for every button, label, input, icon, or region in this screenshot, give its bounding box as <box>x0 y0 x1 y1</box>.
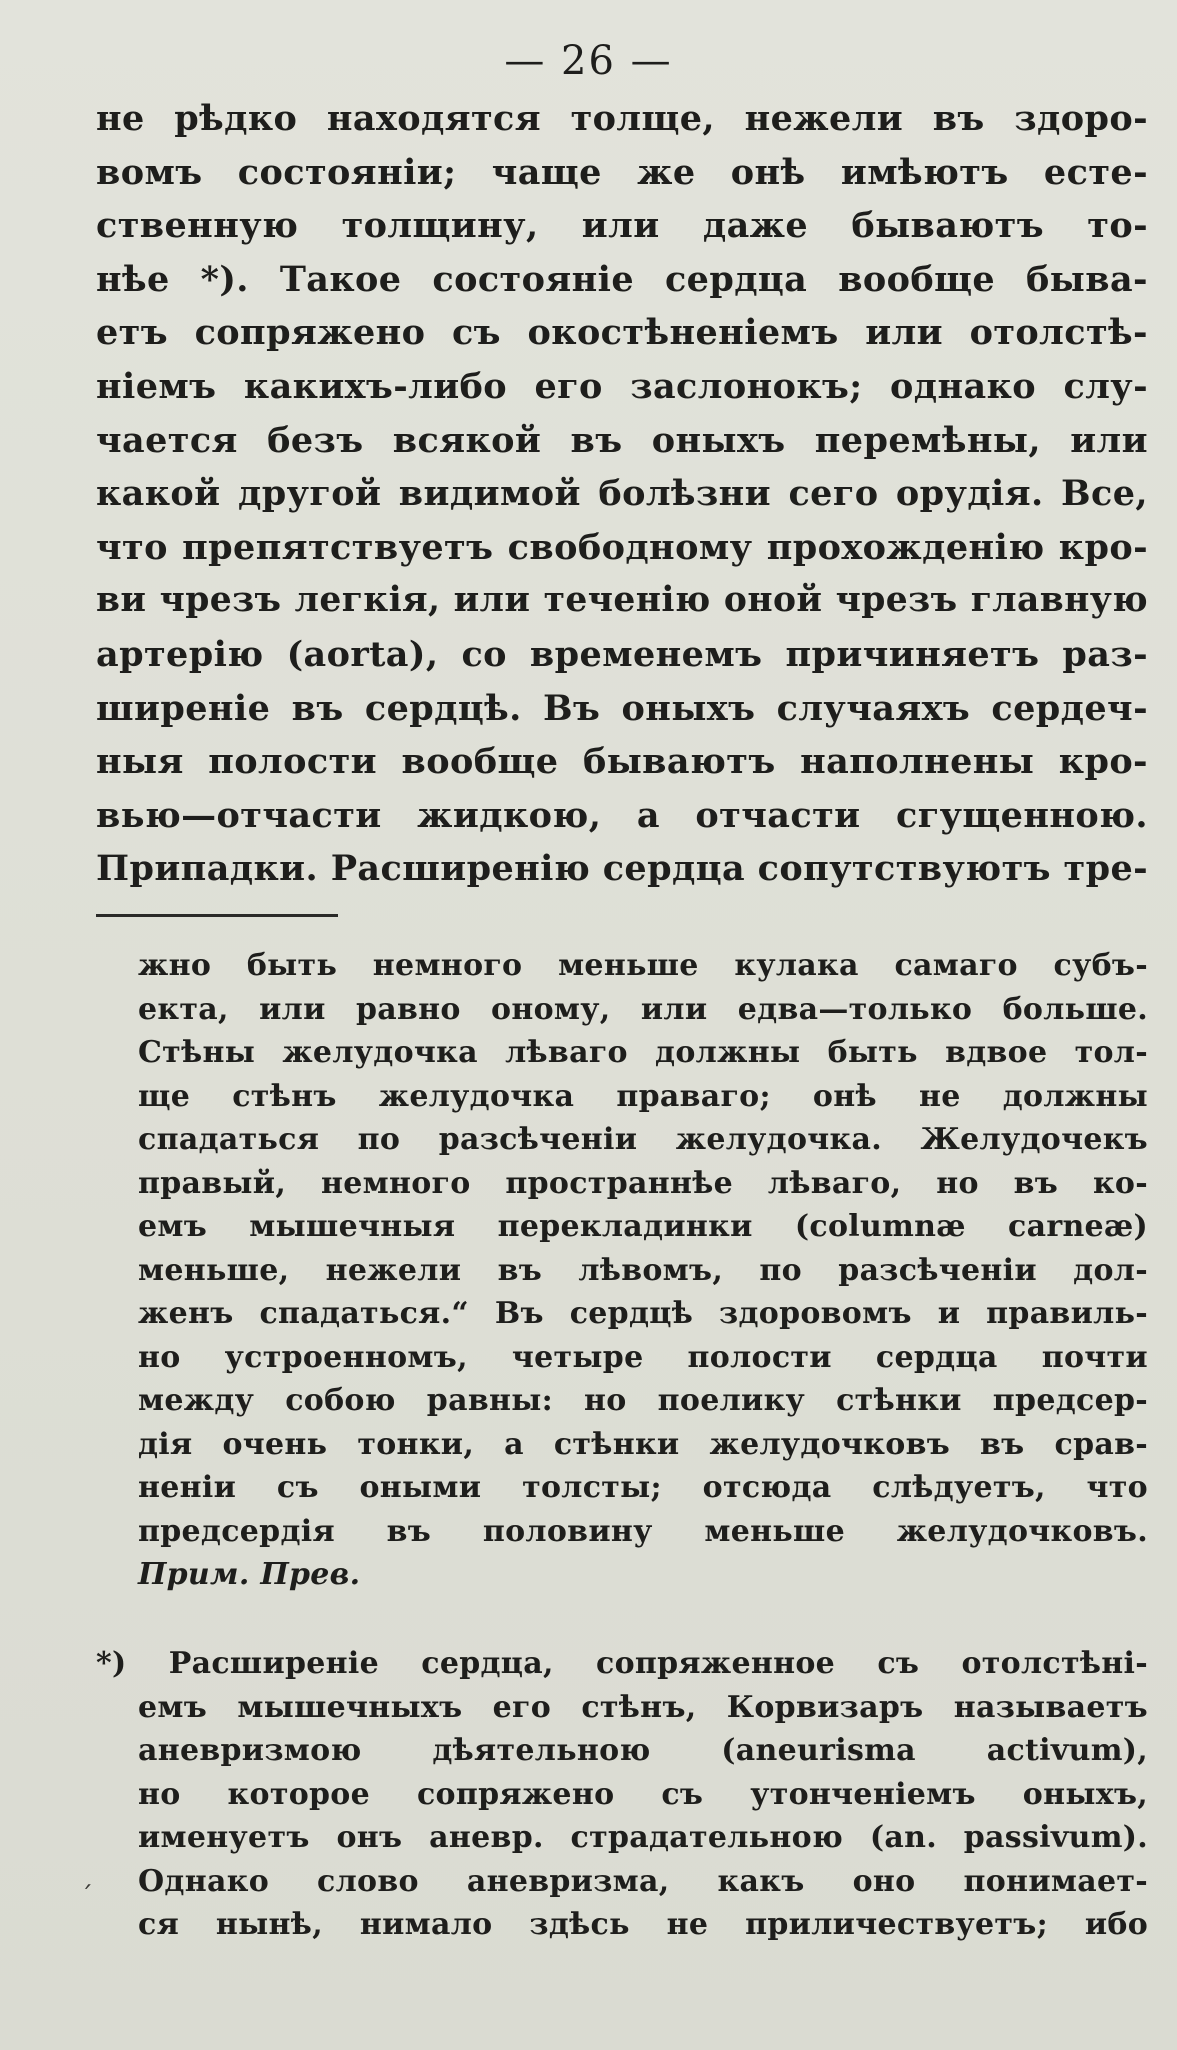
text-line: ныя полости вообще бываютъ наполнены кро- <box>96 741 1148 783</box>
note-line: предсердія въ половину меньше желудочковъ. <box>138 1513 1148 1549</box>
footnote-line: но которое сопряжено съ утонченіемъ оныхъ, <box>138 1776 1148 1812</box>
footnote-line: емъ мышечныхъ его стѣнъ, Корвизаръ называетъ <box>138 1689 1148 1725</box>
text-line: вомъ состояніи; чаще же онѣ имѣютъ есте- <box>96 151 1148 193</box>
text-line: какой другой видимой болѣзни сего орудія. Все, <box>96 473 1148 515</box>
note-line: между собою равны: но поелику стѣнки предсер- <box>138 1383 1148 1418</box>
text-line: артерію (aorta), со временемъ причиняетъ раз- <box>96 633 1148 675</box>
footnote-line: Однако слово аневризма, какъ оно понимает- <box>138 1863 1148 1899</box>
main-text-block <box>96 92 1148 896</box>
text-line: етъ сопряжено съ окостѣненіемъ или отолстѣ- <box>96 312 1148 354</box>
text-line: Припадки. Расширенію сердца сопутствуютъ тре- <box>96 848 1149 890</box>
note-line: емъ мышечныя перекладинки (columnæ carneæ) <box>138 1209 1148 1244</box>
note-line: екта, или равно оному, или едва—только больше. <box>138 991 1148 1027</box>
note-line: Стѣны желудочка лѣваго должны быть вдвое тол- <box>138 1035 1148 1070</box>
footnote-line: ся нынѣ, нимало здѣсь не приличествуетъ; ибо <box>138 1907 1148 1942</box>
text-line: нѣе *). Такое состояніе сердца вообще быва- <box>96 258 1148 300</box>
text-line: ніемъ какихъ-либо его заслонокъ; однако слу- <box>96 365 1148 407</box>
page-number: — 26 — <box>504 38 673 84</box>
text-line: ширеніе въ сердцѣ. Въ оныхъ случаяхъ сердеч- <box>96 687 1148 729</box>
note-line: спадаться по разсѣченіи желудочка. Желудочекъ <box>138 1122 1148 1157</box>
text-line: что препятствуетъ свободному прохожденію кро- <box>96 526 1148 568</box>
text-line: не рѣдко находятся толще, нежели въ здоро- <box>96 98 1148 139</box>
text-line: вью—отчасти жидкою, а отчасти сгущенною. <box>96 794 1148 836</box>
footnote-line: аневризмою дѣятельною (aneurisma activum), <box>138 1733 1148 1768</box>
note-line: женъ спадаться.“ Въ сердцѣ здоровомъ и правиль- <box>138 1296 1148 1331</box>
note-line: ще стѣнъ желудочка праваго; онѣ не должны <box>138 1078 1148 1114</box>
note-line: дія очень тонки, а стѣнки желудочковъ въ срав- <box>138 1426 1148 1462</box>
translator-note-block <box>138 944 1148 1597</box>
note-line: меньше, нежели въ лѣвомъ, по разсѣченіи дол- <box>138 1252 1148 1288</box>
footnote-line: именуетъ онъ аневр. страдательною (an. passivum). <box>138 1820 1148 1855</box>
text-line: ви чрезъ легкія, или теченію оной чрезъ главную <box>96 580 1148 621</box>
footnote-separator-rule <box>96 914 338 917</box>
note-line: правый, немного пространнѣе лѣваго, но въ ко- <box>138 1165 1148 1201</box>
note-line: но устроенномъ, четыре полости сердца почти <box>138 1339 1148 1375</box>
note-attribution: Прим. Прев. <box>138 1557 361 1592</box>
text-line: чается безъ всякой въ оныхъ перемѣны, или <box>96 419 1148 461</box>
footnote-line: *) Расширеніе сердца, сопряженное съ отолстѣні- <box>96 1646 1148 1681</box>
note-line: неніи съ оными толсты; отсюда слѣдуетъ, что <box>138 1470 1148 1505</box>
ink-speck-mark: ˊ <box>80 1882 93 1912</box>
text-line: ственную толщину, или даже бываютъ то- <box>96 205 1148 247</box>
footnote-block <box>96 1642 1148 1947</box>
note-line: жно быть немного меньше кулака самаго субъ- <box>138 948 1148 983</box>
